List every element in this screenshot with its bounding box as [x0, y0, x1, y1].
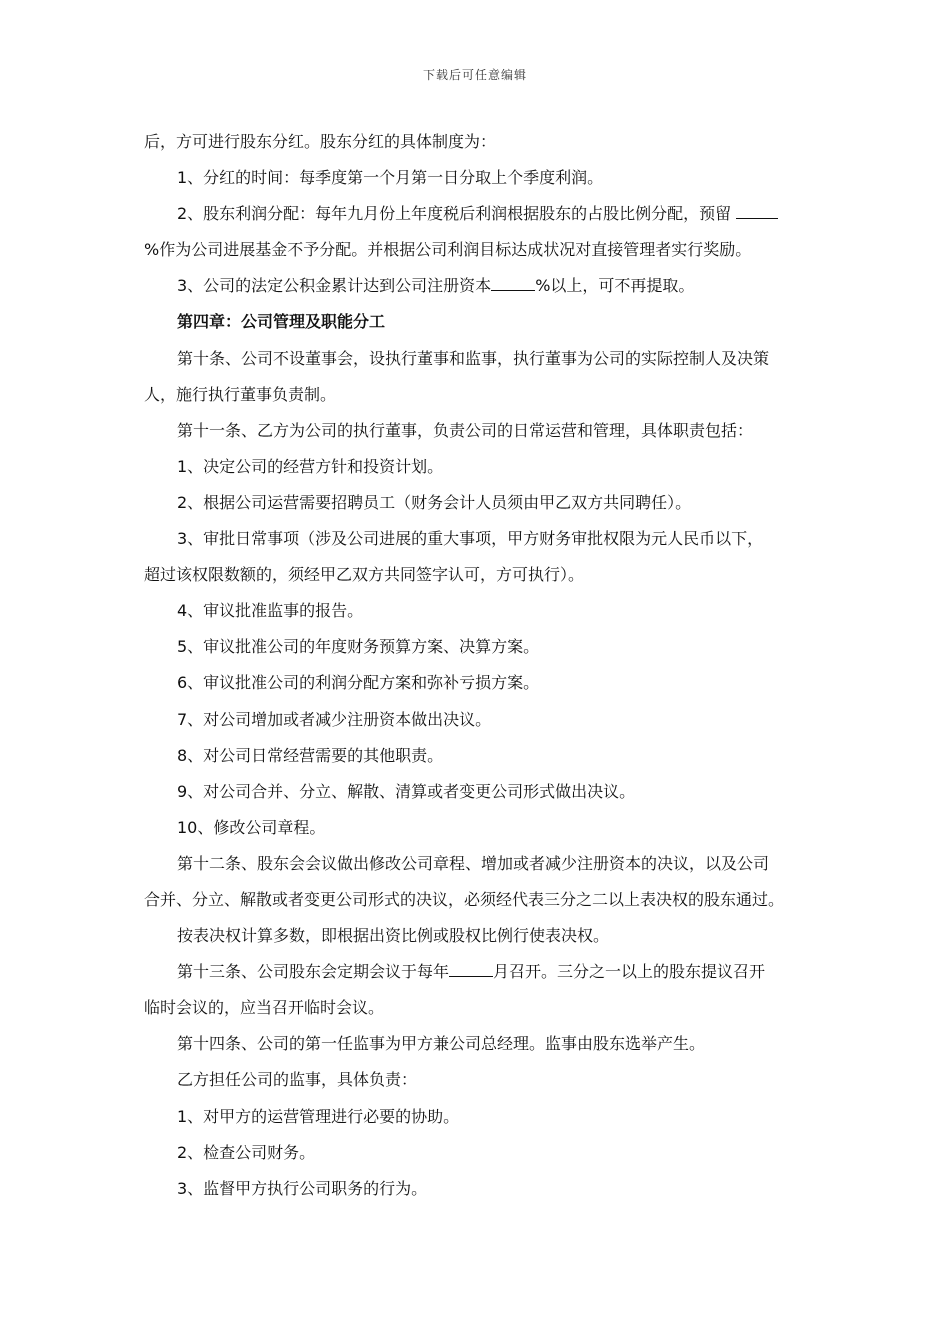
paragraph-line: 合并、分立、解散或者变更公司形式的决议，必须经代表三分之二以上表决权的股东通过。 — [144, 889, 785, 909]
list-item: 2、根据公司运营需要招聘员工（财务会计人员须由甲乙双方共同聘任）。 — [177, 492, 692, 512]
list-item: 1、对甲方的运营管理进行必要的协助。 — [177, 1106, 460, 1126]
fill-in-blank — [491, 276, 535, 291]
paragraph-line: %作为公司进展基金不予分配。并根据公司利润目标达成状况对直接管理者实行奖励。 — [144, 240, 752, 260]
paragraph-line: 第十条、公司不设董事会，设执行董事和监事，执行董事为公司的实际控制人及决策 — [177, 348, 770, 368]
document-body — [144, 124, 812, 1207]
chapter-heading: 第四章：公司管理及职能分工 — [177, 312, 386, 332]
fill-in-blank — [449, 962, 493, 977]
paragraph-line: 按表决权计算多数，即根据出资比例或股权比例行使表决权。 — [177, 926, 610, 946]
list-item: 6、审议批准公司的利润分配方案和弥补亏损方案。 — [177, 673, 540, 693]
list-item: 9、对公司合并、分立、解散、清算或者变更公司形式做出决议。 — [177, 781, 636, 801]
list-item: 3、监督甲方执行公司职务的行为。 — [177, 1178, 428, 1198]
page-header-note: 下载后可任意编辑 — [422, 68, 527, 82]
list-item: 7、对公司增加或者减少注册资本做出决议。 — [177, 709, 492, 729]
paragraph-line: 乙方担任公司的监事，具体负责： — [177, 1070, 418, 1090]
paragraph-text: 3、公司的法定公积金累计达到公司注册资本 — [177, 276, 492, 296]
list-item: 1、决定公司的经营方针和投资计划。 — [177, 456, 444, 476]
paragraph-line: 超过该权限数额的，须经甲乙双方共同签字认可，方可执行）。 — [144, 565, 585, 585]
paragraph-line: 临时会议的，应当召开临时会议。 — [144, 998, 385, 1018]
paragraph-line: 人，施行执行董事负责制。 — [144, 384, 337, 404]
paragraph-text: 第十三条、公司股东会定期会议于每年 — [177, 962, 450, 982]
paragraph-line: 后，方可进行股东分红。股东分红的具体制度为： — [144, 132, 497, 151]
list-item: 8、对公司日常经营需要的其他职责。 — [177, 745, 444, 765]
fill-in-blank — [736, 204, 778, 219]
paragraph-line: 1、分红的时间：每季度第一个月第一日分取上个季度利润。 — [177, 168, 604, 188]
paragraph-line: 第十二条、股东会会议做出修改公司章程、增加或者减少注册资本的决议，以及公司 — [177, 853, 770, 873]
paragraph-text: 2、股东利润分配：每年九月份上年度税后利润根据股东的占股比例分配，预留 — [177, 204, 732, 224]
paragraph-text: %以上，可不再提取。 — [535, 276, 695, 296]
paragraph-line — [144, 954, 812, 990]
list-item: 3、审批日常事项（涉及公司进展的重大事项，甲方财务审批权限为元人民币以下， — [177, 529, 764, 549]
list-item: 10、修改公司章程。 — [177, 817, 326, 837]
paragraph-line — [144, 196, 812, 232]
list-item: 2、检查公司财务。 — [177, 1142, 316, 1162]
paragraph-line — [144, 268, 812, 304]
paragraph-line: 第十四条、公司的第一任监事为甲方兼公司总经理。监事由股东选举产生。 — [177, 1034, 706, 1054]
list-item: 5、审议批准公司的年度财务预算方案、决算方案。 — [177, 637, 540, 657]
list-item: 4、审议批准监事的报告。 — [177, 601, 364, 621]
paragraph-text: 月召开。三分之一以上的股东提议召开 — [493, 962, 766, 982]
paragraph-line: 第十一条、乙方为公司的执行董事，负责公司的日常运营和管理，具体职责包括： — [177, 420, 754, 440]
